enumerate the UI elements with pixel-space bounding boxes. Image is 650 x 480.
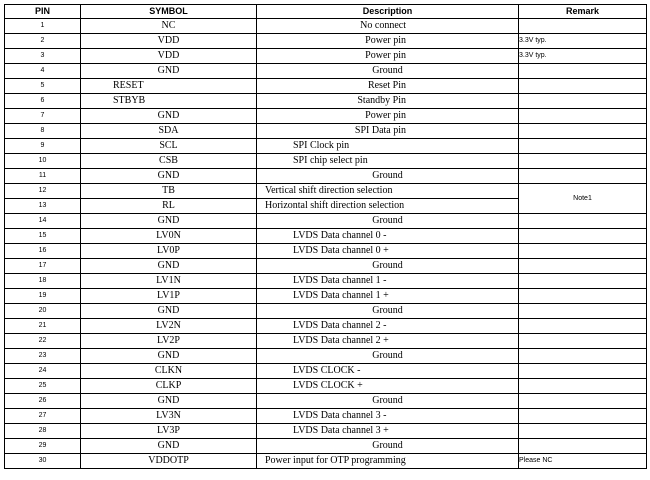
table-row (5, 169, 647, 184)
pin-number: 30 (5, 454, 81, 469)
pin-number: 27 (5, 409, 81, 424)
table-row (5, 409, 647, 424)
pin-symbol: GND (81, 394, 257, 409)
pin-symbol: LV1P (81, 289, 257, 304)
pin-remark: 3.3V typ. (519, 49, 647, 64)
pin-number: 26 (5, 394, 81, 409)
pin-number: 12 (5, 184, 81, 199)
table-row (5, 289, 647, 304)
pin-description: LVDS Data channel 3 + (257, 424, 519, 439)
pin-number: 20 (5, 304, 81, 319)
table-row (5, 184, 647, 199)
pin-description: SPI chip select pin (257, 154, 519, 169)
table-row (5, 424, 647, 439)
pin-remark: 3.3V typ. (519, 34, 647, 49)
pin-number: 14 (5, 214, 81, 229)
pin-symbol: VDD (81, 34, 257, 49)
table-row (5, 379, 647, 394)
pin-description: No connect (257, 19, 519, 34)
pin-symbol: SDA (81, 124, 257, 139)
pin-description: LVDS Data channel 2 - (257, 319, 519, 334)
table-row (5, 364, 647, 379)
pin-number: 17 (5, 259, 81, 274)
pin-symbol: GND (81, 169, 257, 184)
pin-remark (519, 79, 647, 94)
pin-remark (519, 244, 647, 259)
pin-remark: Please NC (519, 454, 647, 469)
pin-remark (519, 229, 647, 244)
table-row (5, 154, 647, 169)
pin-description: Reset Pin (257, 79, 519, 94)
pin-symbol: LV3N (81, 409, 257, 424)
pin-number: 16 (5, 244, 81, 259)
pin-description: LVDS CLOCK - (257, 364, 519, 379)
pin-remark (519, 139, 647, 154)
pin-number: 22 (5, 334, 81, 349)
pin-number: 15 (5, 229, 81, 244)
table-row (5, 454, 647, 469)
pin-symbol: CSB (81, 154, 257, 169)
pin-symbol: GND (81, 109, 257, 124)
pin-number: 9 (5, 139, 81, 154)
pin-rows (5, 19, 647, 469)
pin-number: 4 (5, 64, 81, 79)
pin-number: 1 (5, 19, 81, 34)
pin-remark (519, 289, 647, 304)
pin-description: Ground (257, 64, 519, 79)
pin-number: 13 (5, 199, 81, 214)
pin-symbol: LV0P (81, 244, 257, 259)
pin-symbol: GND (81, 259, 257, 274)
pin-description: Power pin (257, 109, 519, 124)
pin-remark (519, 274, 647, 289)
pin-symbol: GND (81, 214, 257, 229)
header-symbol: SYMBOL (81, 5, 257, 19)
pin-description: LVDS Data channel 2 + (257, 334, 519, 349)
pin-remark (519, 409, 647, 424)
pin-description: Ground (257, 214, 519, 229)
pin-number: 25 (5, 379, 81, 394)
pin-symbol: CLKN (81, 364, 257, 379)
table-row (5, 394, 647, 409)
table-row (5, 244, 647, 259)
table-row (5, 94, 647, 109)
header-pin: PIN (5, 5, 81, 19)
table-row (5, 34, 647, 49)
pin-description: Ground (257, 169, 519, 184)
pin-description: Ground (257, 394, 519, 409)
pin-description: LVDS Data channel 0 + (257, 244, 519, 259)
pin-remark (519, 334, 647, 349)
pin-number: 6 (5, 94, 81, 109)
pin-remark (519, 64, 647, 79)
pin-description: LVDS Data channel 3 - (257, 409, 519, 424)
table-row (5, 49, 647, 64)
pin-symbol: TB (81, 184, 257, 199)
pin-symbol: RL (81, 199, 257, 214)
pin-symbol: LV1N (81, 274, 257, 289)
pin-remark (519, 214, 647, 229)
table-row (5, 304, 647, 319)
table-row (5, 439, 647, 454)
pin-number: 8 (5, 124, 81, 139)
pin-remark (519, 304, 647, 319)
table-row (5, 19, 647, 34)
pin-number: 2 (5, 34, 81, 49)
pin-symbol: LV2P (81, 334, 257, 349)
table-row (5, 139, 647, 154)
table-row (5, 229, 647, 244)
pin-description: Ground (257, 259, 519, 274)
pin-symbol: STBYB (81, 94, 257, 109)
pin-description: LVDS Data channel 0 - (257, 229, 519, 244)
pin-remark: Note1 (519, 184, 647, 214)
pin-remark (519, 394, 647, 409)
pin-description: SPI Clock pin (257, 139, 519, 154)
pin-symbol: GND (81, 439, 257, 454)
pin-number: 7 (5, 109, 81, 124)
pin-description: Ground (257, 304, 519, 319)
pin-remark (519, 154, 647, 169)
header-remark: Remark (519, 5, 647, 19)
pin-number: 3 (5, 49, 81, 64)
pin-description: Ground (257, 439, 519, 454)
table-row (5, 124, 647, 139)
pin-description: Vertical shift direction selection (257, 184, 519, 199)
pin-remark (519, 424, 647, 439)
pin-remark (519, 259, 647, 274)
pin-remark (519, 94, 647, 109)
table-row (5, 334, 647, 349)
pin-number: 19 (5, 289, 81, 304)
pin-symbol: LV3P (81, 424, 257, 439)
pin-description: SPI Data pin (257, 124, 519, 139)
pin-remark (519, 19, 647, 34)
pin-number: 29 (5, 439, 81, 454)
table-row (5, 349, 647, 364)
pin-description: LVDS Data channel 1 + (257, 289, 519, 304)
pin-symbol: LV2N (81, 319, 257, 334)
pin-symbol: NC (81, 19, 257, 34)
pin-symbol: LV0N (81, 229, 257, 244)
pin-number: 11 (5, 169, 81, 184)
pin-remark (519, 109, 647, 124)
pin-symbol: RESET (81, 79, 257, 94)
pin-remark (519, 379, 647, 394)
pin-symbol: SCL (81, 139, 257, 154)
pin-remark (519, 124, 647, 139)
table-row (5, 64, 647, 79)
table-row (5, 259, 647, 274)
pin-symbol: CLKP (81, 379, 257, 394)
header-row (5, 5, 647, 19)
pin-description: Horizontal shift direction selection (257, 199, 519, 214)
pin-description: LVDS Data channel 1 - (257, 274, 519, 289)
header-description: Description (257, 5, 519, 19)
table-row (5, 274, 647, 289)
pin-symbol: GND (81, 304, 257, 319)
table-row (5, 109, 647, 124)
pin-description: Power input for OTP programming (257, 454, 519, 469)
pin-remark (519, 349, 647, 364)
pin-description: Standby Pin (257, 94, 519, 109)
pin-number: 28 (5, 424, 81, 439)
pin-description: LVDS CLOCK + (257, 379, 519, 394)
pin-remark (519, 319, 647, 334)
pin-assignment-table (4, 4, 647, 469)
table-row (5, 319, 647, 334)
pin-number: 24 (5, 364, 81, 379)
pin-symbol: VDDOTP (81, 454, 257, 469)
pin-symbol: VDD (81, 49, 257, 64)
pin-number: 18 (5, 274, 81, 289)
pin-description: Power pin (257, 49, 519, 64)
pin-symbol: GND (81, 64, 257, 79)
pin-number: 10 (5, 154, 81, 169)
pin-symbol: GND (81, 349, 257, 364)
table-row (5, 79, 647, 94)
pin-remark (519, 364, 647, 379)
pin-number: 5 (5, 79, 81, 94)
pin-remark (519, 439, 647, 454)
pin-description: Power pin (257, 34, 519, 49)
pin-number: 23 (5, 349, 81, 364)
pin-remark (519, 169, 647, 184)
pin-description: Ground (257, 349, 519, 364)
pin-number: 21 (5, 319, 81, 334)
table-row (5, 214, 647, 229)
